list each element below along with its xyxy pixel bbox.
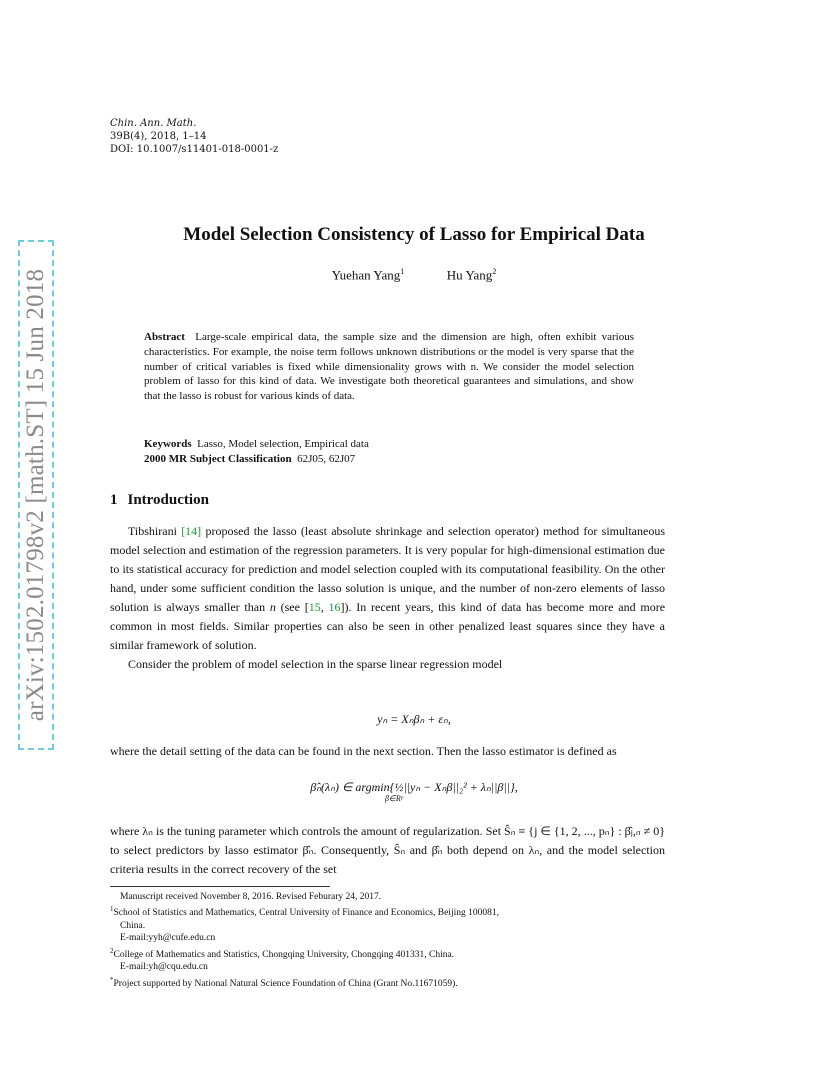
abstract xyxy=(144,330,634,404)
paragraph-model: Consider the problem of model selection in the sparse linear regression model xyxy=(128,657,503,671)
footnote-received: Manuscript received November 8, 2016. Revised Feburary 24, 2017. xyxy=(120,892,382,902)
journal-name: Chin. Ann. Math. xyxy=(110,118,197,129)
paragraph-estimator: where the detail setting of the data can be found in the next section. Then the lasso estimator is defined as xyxy=(110,744,617,758)
argmin-subscript: β∈Rᵖ xyxy=(384,794,404,803)
footnotes: Manuscript received November 8, 2016. Revised Feburary 24, 2017. $^1$School of Statistics and Mathematics, Central University of Finance and Economics, Beijing 100081, China. E-mail:yyh@cufe.edu.cn $^2$College of Mathematics and Statistics, Chongqing University, Chongqing 401331, China. E-mail:yh@cqu.edu.cn *Project supported by National Natural Science Foundation of China (Grant No.11671059). xyxy=(110,891,670,990)
paragraph-selection: where λₙ is the tuning parameter which controls the amount of regularization. Set Ŝₙ ≡ {j ∈ {1, 2, ..., pₙ} : β̂ⱼ,ₙ ≠ 0} to select predictors by lasso estimator β̂ₙ. Consequently, Ŝₙ and β̂ₙ both depend on λₙ, and the model selection criteria results in the correct recovery of the set xyxy=(110,824,665,876)
journal-doi: DOI: 10.1007/s11401-018-0001-z xyxy=(110,144,279,155)
paragraph-intro: Tibshirani [14] proposed the lasso (least absolute shrinkage and selection operator) method for simultaneous model selection and estimation of the regression parameters. It is very popular for high-dimensional estimation due to its statistical accuracy for prediction and model selection coupled with its computational feasibility. On the other hand, under some sufficient condition the lasso solution is unique, and the number of non-zero elements of lasso solution is always smaller than n (see [15, 16]). In recent years, this kind of data has become more and more common in most fields. Similar properties can also be seen in other penalized least squares since they have a similar framework of solution. Consider the problem of model selection in the sparse linear regression model xyxy=(110,522,665,674)
footnote-email: E-mail:yyh@cufe.edu.cn xyxy=(120,933,216,944)
footnote-funding: Project supported by National Natural Science Foundation of China (Grant No.11671059). xyxy=(113,978,458,989)
msc-text: 62J05, 62J07 xyxy=(297,453,356,465)
abstract-label: Abstract xyxy=(144,331,185,343)
section-number: 1 xyxy=(110,492,118,508)
equation-model: yₙ = Xₙβₙ + εₙ, xyxy=(377,712,451,726)
paper-title: Model Selection Consistency of Lasso for Empirical Data xyxy=(183,224,645,245)
footnote-affiliation: College of Mathematics and Statistics, Chongqing University, Chongqing 401331, China. xyxy=(113,949,455,960)
footnote-email: E-mail:yh@cqu.edu.cn xyxy=(120,962,208,973)
citation-link[interactable]: 16 xyxy=(328,600,341,614)
keywords-block xyxy=(144,437,369,467)
equation-lasso: β̂ₙ(λₙ) ∈ argmin{½||yₙ − Xₙβ||₂² + λₙ||β||}, β∈Rᵖ xyxy=(0,780,828,803)
journal-header xyxy=(110,117,278,156)
author-list xyxy=(0,267,828,283)
section-title: Introduction xyxy=(127,492,209,508)
author-name: Yuehan Yang xyxy=(331,267,401,283)
journal-volume: 39B(4), 2018, 1–14 xyxy=(110,131,207,142)
arxiv-stamp xyxy=(18,240,54,750)
author-affiliation-mark: 1 xyxy=(400,267,405,276)
keywords-label: Keywords xyxy=(144,438,192,450)
footnote-rule xyxy=(110,886,330,887)
keywords-text: Lasso, Model selection, Empirical data xyxy=(197,438,369,450)
author-affiliation-mark: 2 xyxy=(492,267,497,276)
section-heading xyxy=(110,492,209,509)
footnote-affiliation: School of Statistics and Mathematics, Central University of Finance and Economics, Beijing 100081, xyxy=(113,908,499,919)
arxiv-identifier: arXiv:1502.01798v2 [math.ST] 15 Jun 2018 xyxy=(22,268,49,722)
author-name: Hu Yang xyxy=(446,267,493,283)
citation-link[interactable]: [14] xyxy=(181,524,202,538)
abstract-text: Large-scale empirical data, the sample size and the dimension are high, often exhibit various characteristics. For example, the noise term follows unknown distributions or the model is very sparse that the number of critical variables is fixed while dimensionality grows with n. We consider the model selection problem of lasso for this kind of data. We investigate both theoretical guarantees and simulations, and show that the lasso is robust for various kinds of data. xyxy=(144,331,635,403)
citation-link[interactable]: 15 xyxy=(308,600,321,614)
msc-label: 2000 MR Subject Classification xyxy=(144,453,292,465)
